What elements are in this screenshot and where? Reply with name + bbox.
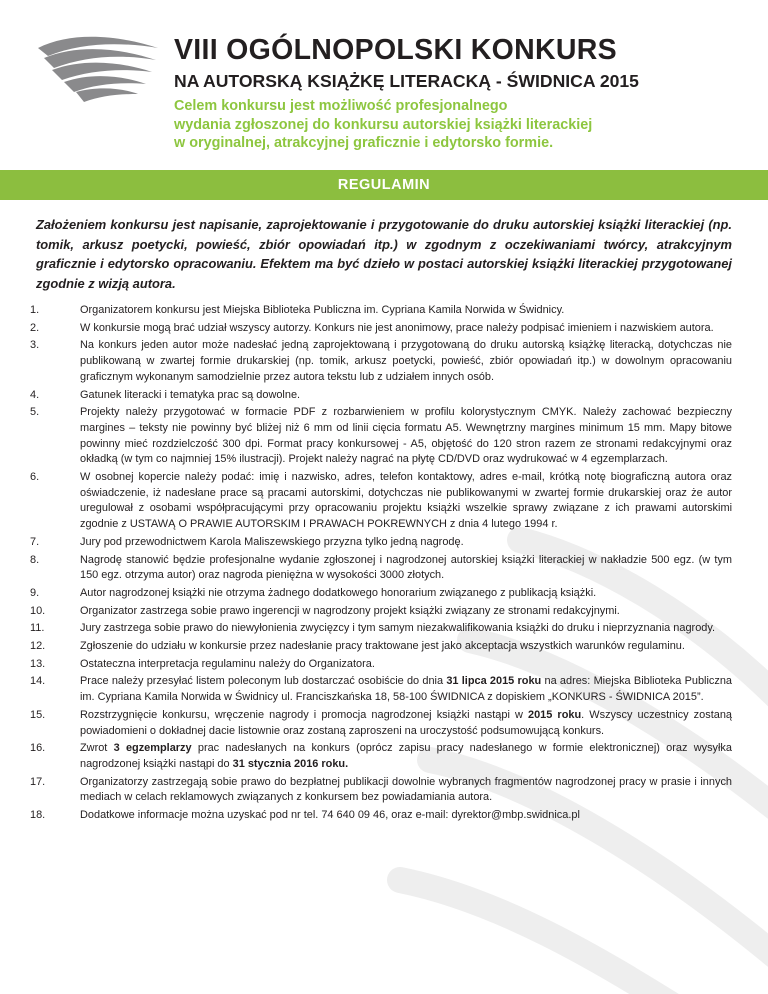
rule-text: na adres: Miejska Biblioteka Publiczna im. Cypriana Kamila Norwida w Świdnicy ul. Franciszkańska 18, 58-100 ŚWIDNICA z dopiskiem „KONKURS - ŚWIDNICA 2015”. [80,675,733,704]
rule-text-bold: 3 egzemplarzy [113,742,192,755]
rule-text: Zgłoszenie do udziału w konkursie przez nadesłanie pracy traktowane jest jako akceptacja wszystkich warunków regulaminu. [80,640,685,653]
rule-item [30,553,732,584]
rule-number: 8. [30,553,40,566]
rule-item [30,321,732,337]
rule-text: Jury zastrzega sobie prawo do niewyłonienia zwycięzcy i tym samym niezakwalifikowania książki do druku i nieprzyznania nagrody. [80,622,716,635]
rule-text: Dodatkowe informacje można uzyskać pod nr tel. 74 640 09 46, oraz e-mail: dyrektor@mbp.swidnica.pl [80,809,580,822]
rule-text: W osobnej kopercie należy podać: imię i nazwisko, adres, telefon kontaktowy, adres e-mail, krótką notę biograficzną autora oraz oświadczenie, iż nadesłane prace są pracami autorskimi, dotychczas nie publikowanymi w zwartej formie drukarskiej oraz że autor uregulował z osobami współpracującymi przy opracowaniu projektu książki wszelkie sprawy związane z ich prawami autorskimi zgodnie z USTAWĄ O PRAWIE AUTORSKIM I PRAWACH POKREWNYCH z dnia 4 lutego 1994 r. [80,471,732,531]
rule-item [30,639,732,655]
rule-text: Zwrot [80,742,114,755]
rule-number: 6. [30,471,40,484]
rule-number: 17. [30,775,46,788]
rule-text-bold: 31 lipca 2015 roku [446,675,542,688]
contest-goal-line: wydania zgłoszonej do konkursu autorskiej książki literackiej [174,116,593,133]
rule-text: Organizatorem konkursu jest Miejska Biblioteka Publiczna im. Cypriana Kamila Norwida w Świdnicy. [80,304,565,316]
rule-item [30,621,732,637]
rule-number: 2. [30,321,40,334]
rule-item [30,808,732,824]
rule-text: Rozstrzygnięcie konkursu, wręczenie nagrody i promocja nagrodzonej książki nastąpi w [80,708,528,721]
rule-number: 11. [30,622,45,635]
rules-list [30,303,732,826]
rule-number: 1. [30,304,40,316]
rule-text: Organizator zastrzega sobie prawo ingerencji w nagrodzony projekt książki związany ze stronami redakcyjnymi. [80,604,620,617]
rule-text: Gatunek literacki i tematyka prac są dowolne. [80,388,301,401]
rule-text: Nagrodę stanowić będzie profesjonalne wydanie zgłoszonej i nagrodzonej autorskiej książki literackiej w nakładzie 500 egz. (w tym 150 egz. otrzyma autor) oraz nagroda pieniężna w wysokości 3000 złotych. [80,553,732,582]
contest-goal-line: w oryginalnej, atrakcyjnej graficznie i edytorsko formie. [174,135,554,151]
rule-item [30,674,732,705]
rule-text-bold: 2015 roku [528,708,582,721]
rule-number: 15. [30,708,46,721]
contest-goal-line: Celem konkursu jest możliwość profesjonalnego [174,98,508,114]
rule-item [30,303,732,319]
rule-text: Prace należy przesyłać listem poleconym lub dostarczać osobiście do dnia [80,675,447,688]
rule-number: 7. [30,535,40,548]
regulations-banner: REGULAMIN [0,170,768,200]
rule-item [30,604,732,620]
rule-text: Na konkurs jeden autor może nadesłać jedną zaprojektowaną i przygotowaną do druku autorską książkę literacką, dotychczas nie publikowaną w zwartej formie drukarskiej (np. tomik, arkusz poetycki, powieść, zbiór opowiadań itp.) w dowolnym opracowaniu graficznym wykonanym samodzielnie przez autora tekstu lub z udziałem innych osób. [80,339,732,383]
rule-number: 12. [30,640,46,653]
rule-text: Ostateczna interpretacja regulaminu należy do Organizatora. [80,657,375,670]
rule-text: Organizatorzy zastrzegają sobie prawo do bezpłatnej publikacji dowolnie wybranych fragmentów nagrodzonej pracy w prasie i innych mediach w celach reklamowych związanych z konkursem bez powiadamiania autora. [80,775,732,804]
rule-number: 3. [30,339,40,352]
rule-number: 14. [30,675,46,688]
intro-paragraph: Założeniem konkursu jest napisanie, zaprojektowanie i przygotowanie do druku autorskiej książki literackiej (np. tomik, arkusz poetycki, powieść, zbiór opowiadań itp.) w zgodnym z oczekiwaniami twórcy, atrakcyjnym graficznie i edytorsko opracowaniu. Efektem ma być dzieło w postaci autorskiej książki literackiej przygotowanej zgodnie z wizją autora. [36,217,732,291]
rule-number: 16. [30,742,46,755]
contest-subtitle: NA AUTORSKĄ KSIĄŻKĘ LITERACKĄ - ŚWIDNICA 2015 [174,71,639,91]
contest-goal [174,97,754,153]
rule-item [30,741,732,772]
rule-item [30,657,732,673]
rule-number: 5. [30,406,40,419]
rule-item [30,708,732,739]
rule-number: 18. [30,809,46,822]
rule-item [30,388,732,404]
rule-text-bold: 31 stycznia 2016 roku. [232,757,349,770]
rule-text: prac nadesłanych na konkurs (oprócz zapisu pracy nadesłanego w formie elektronicznej) oraz wysyłka nagrodzonej książki nastąpi do [80,742,732,770]
rule-number: 4. [30,388,40,401]
rule-item [30,775,732,806]
rule-item [30,535,732,551]
rule-text: W konkursie mogą brać udział wszyscy autorzy. Konkurs nie jest anonimowy, prace należy podpisać imieniem i nazwiskiem autora. [80,321,714,334]
rule-number: 13. [30,657,46,670]
open-book-logo [30,26,170,106]
contest-title: VIII OGÓLNOPOLSKI KONKURS [174,34,617,66]
rule-item [30,586,732,602]
rule-text: Autor nagrodzonej książki nie otrzyma żadnego dodatkowego honorarium związanego z publikacją książki. [80,586,597,599]
rule-item [30,338,732,385]
rule-item [30,405,732,468]
rule-text: Projekty należy przygotować w formacie PDF z rozbarwieniem w profilu kolorystycznym CMYK. Należy zachować bezpieczny margines – teksty nie powinny być bliżej niż 6 mm od linii cięcia formatu A5. Wewnętrzny margines minimum 15 mm. Mapy bitowe powinny mieć rozdzielczość 300 dpi. Format pracy konkursowej - A5, objętość do 120 stron razem ze stronami redakcyjnymi oraz okładką (w tym co najmniej 15% ilustracji). Projekt należy nagrać na płytę CD/DVD oraz wydrukować w 4 egzemplarzach. [80,406,732,466]
rule-text: Jury pod przewodnictwem Karola Maliszewskiego przyzna tylko jedną nagrodę. [80,535,464,548]
rule-text: . Wszyscy uczestnicy zostaną powiadomieni o dokładnej dacie listownie oraz zostaną zaproszeni na uroczystość podsumowującą konkurs. [80,708,732,737]
rule-item [30,470,732,533]
rule-number: 9. [30,586,40,599]
rule-number: 10. [30,604,46,617]
